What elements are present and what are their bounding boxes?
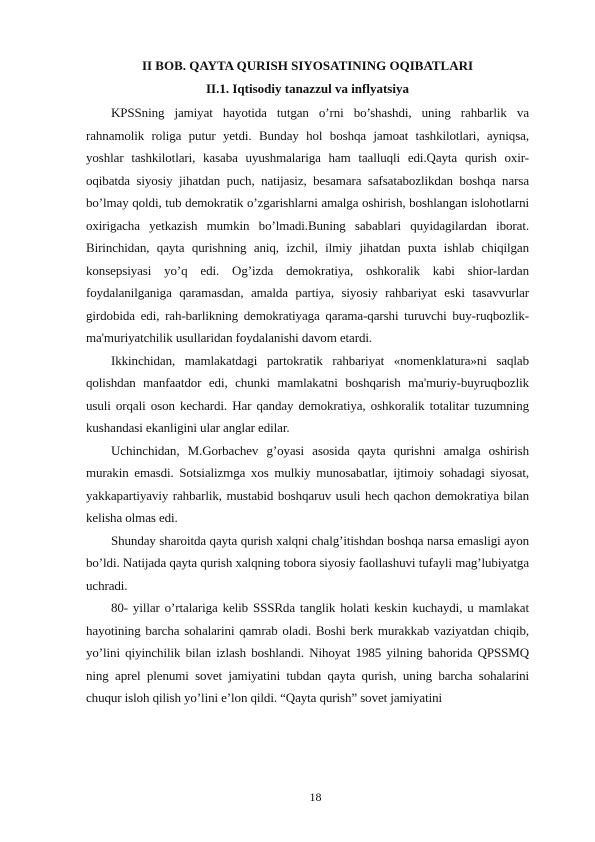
paragraph: Uchinchidan, M.Gorbachev g’oyasi asosida qayta qurishni amalga oshirish murakin emasdi. Sotsializmga xos mulkiy munosabatlar, ijtimoiy sohadagi siyosat, yakkapartiyaviy rahbarlik, mustabid boshqaruv usuli hech qachon demokratiya bilan kelisha olmas edi.: [86, 442, 529, 525]
paragraph: Shunday sharoitda qayta qurish xalqni chalg’itishdan boshqa narsa emasligi ayon bo’ldi. Natijada qayta qurish xalqning tobora siyosiy faollashuvi tufayli mag’lubiyatga uchradi.: [86, 532, 529, 593]
chapter-title: II BOB. QAYTA QURISH SIYOSATINING OQIBATLARI: [141, 58, 474, 73]
section-title: II.1. Iqtisodiy tanazzul va inflyatsiya: [206, 81, 409, 96]
paragraph: KPSSning jamiyat hayotida tutgan o’rni bo’shashdi, uning rahbarlik va rahnamolik roliga putur yetdi. Bunday hol boshqa jamoat tashkilotlari, ayniqsa, yoshlar tashkilotlari, kasaba uyushmalariga ham taalluqli edi.Qayta qurish oxir-oqibatda siyosiy jihatdan puch, natijasiz, besamara safsatabozlikdan boshqa narsa bo’lmay qoldi, tub demokratik o’zgarishlarni amalga oshirish, boshlangan islohotlarni oxirigacha yetkazish mumkin bo’lmadi.Buning sabablari quyidagilardan iborat. Birinchidan, qayta qurishning aniq, izchil, ilmiy jihatdan puxta ishlab chiqilgan konsepsiyasi yo’q edi. Og’izda demokratiya, oshkoralik kabi shior-lardan foydalanilganiga qaramasdan, amalda partiya, siyosiy rahbariyat eski tasavvurlar girdobida edi, rah-barlikning demokratiyaga qarama-qarshi turuvchi buy-ruqbozlik-ma'muriyatchilik usullaridan foydalanishi davom etardi.: [86, 105, 529, 345]
body-text: [86, 102, 529, 710]
page-number: 18: [309, 790, 322, 804]
paragraph: 80- yillar o’rtalariga kelib SSSRda tanglik holati keskin kuchaydi, u mamlakat hayotining barcha sohalarini qamrab oladi. Boshi berk murakkab vaziyatdan chiqib, yo’lini qiyinchilik bilan izlash boshlandi. Nihoyat 1985 yilning bahorida QPSSMQ ning aprel plenumi sovet jamiyatini tubdan qayta qurish, uning barcha sohalarini chuqur isloh qilish yo’lini e’lon qildi. “Qayta qurish” sovet jamiyatini: [86, 600, 529, 705]
paragraph: Ikkinchidan, mamlakatdagi partokratik rahbariyat «nomenklatura»ni saqlab qolishdan manfaatdor edi, chunki mamlakatni boshqarish ma'muriy-buyruqbozlik usuli orqali oson kechardi. Har qanday demokratiya, oshkoralik totalitar tuzumning kushandasi ekanligini ular anglar edilar.: [86, 352, 529, 435]
